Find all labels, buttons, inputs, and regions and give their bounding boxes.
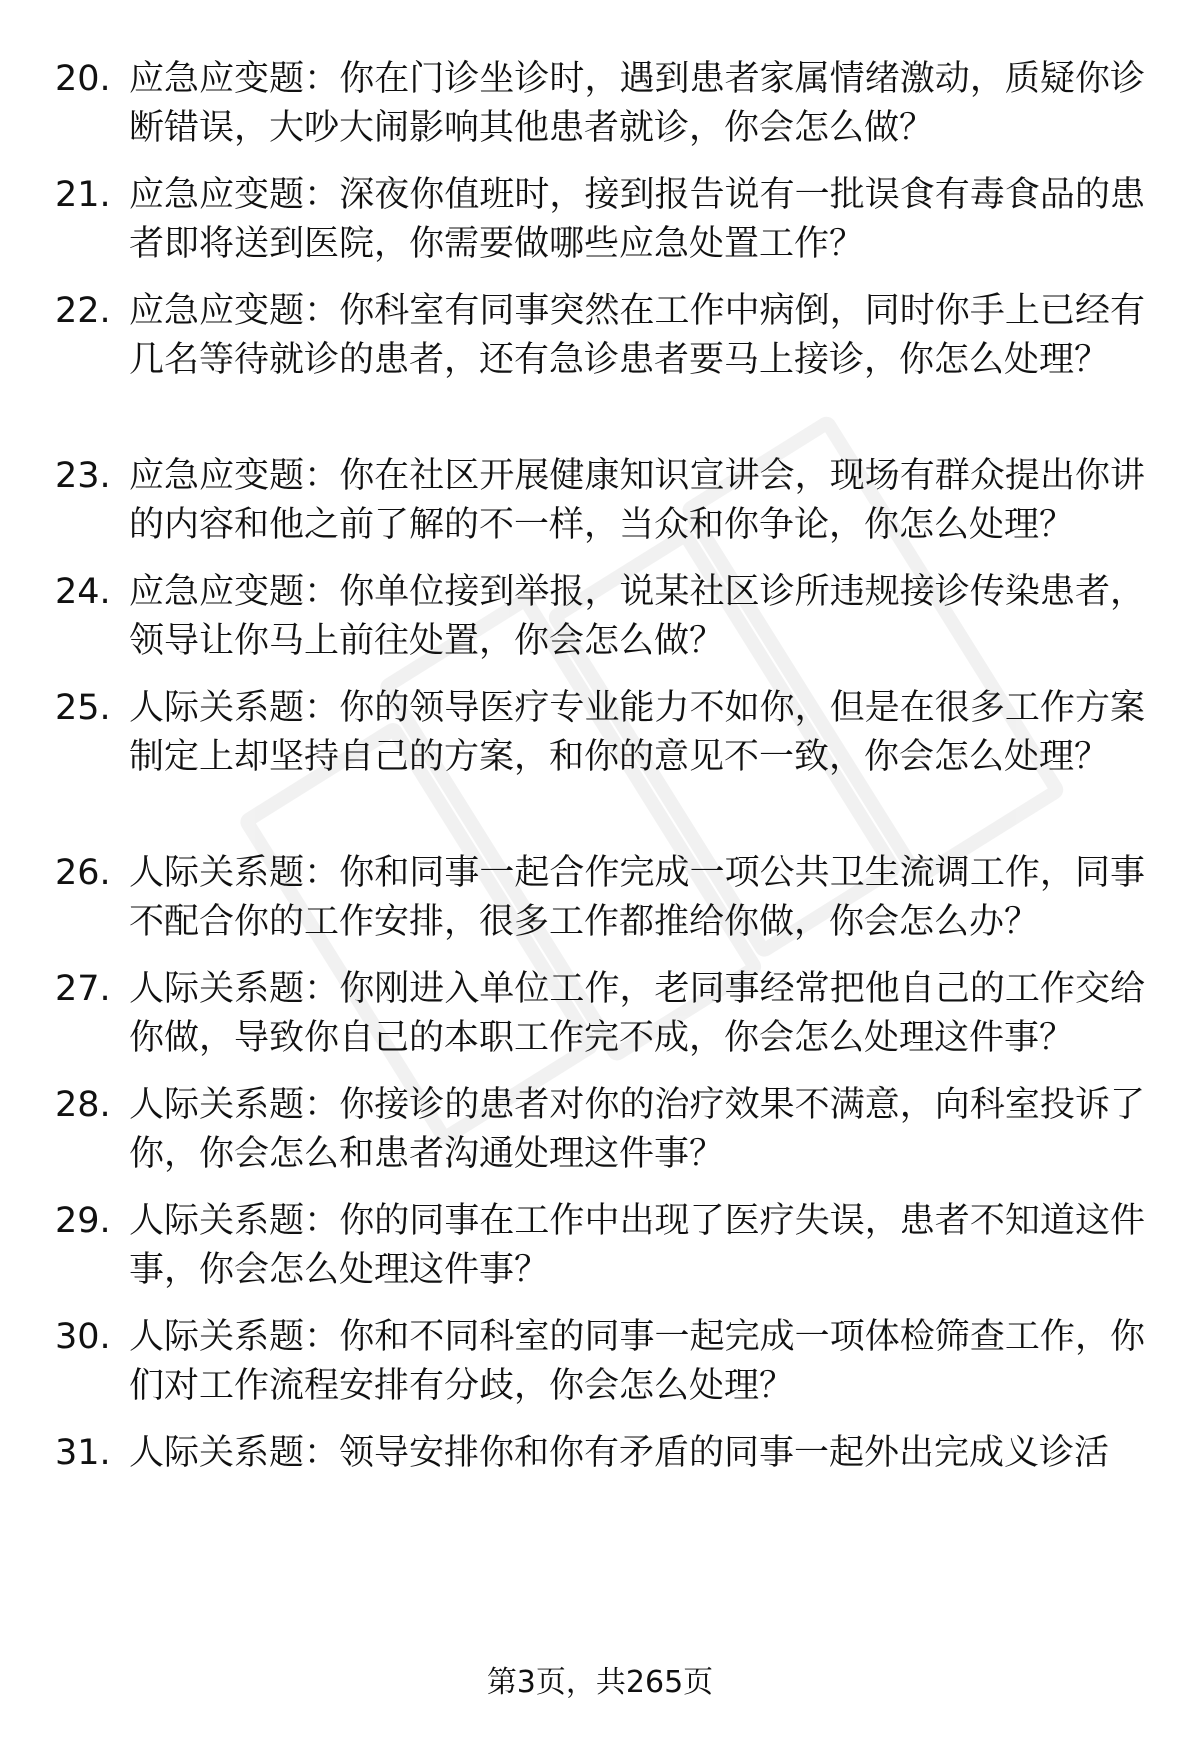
question-text: 人际关系题：你和不同科室的同事一起完成一项体检筛查工作，你们对工作流程安排有分歧，你会怎么处理？ <box>129 1317 1145 1406</box>
question-text: 人际关系题：你和同事一起合作完成一项公共卫生流调工作，同事不配合你的工作安排，很多工作都推给你做，你会怎么办？ <box>129 853 1145 942</box>
question-text: 人际关系题：领导安排你和你有矛盾的同事一起外出完成义诊活 <box>129 1433 1110 1473</box>
question-text: 应急应变题：你科室有同事突然在工作中病倒，同时你手上已经有几名等待就诊的患者，还有急诊患者要马上接诊，你怎么处理？ <box>129 291 1145 380</box>
question-number: 26. <box>55 853 111 893</box>
question-number: 22. <box>55 291 111 331</box>
question-text: 人际关系题：你的同事在工作中出现了医疗失误，患者不知道这件事，你会怎么处理这件事？ <box>129 1201 1145 1290</box>
question-text: 应急应变题：深夜你值班时，接到报告说有一批误食有毒食品的患者即将送到医院，你需要做哪些应急处置工作？ <box>129 175 1145 264</box>
question-number: 31. <box>55 1433 111 1473</box>
question-number: 20. <box>55 59 111 99</box>
question-number: 27. <box>55 969 111 1009</box>
question-number: 25. <box>55 688 111 728</box>
question-text: 应急应变题：你单位接到举报，说某社区诊所违规接诊传染患者，领导让你马上前往处置，你会怎么做？ <box>129 572 1145 661</box>
question-number: 30. <box>55 1317 111 1357</box>
question-number: 23. <box>55 456 111 496</box>
question-text: 人际关系题：你的领导医疗专业能力不如你，但是在很多工作方案制定上却坚持自己的方案，和你的意见不一致，你会怎么处理？ <box>129 688 1145 777</box>
question-text: 人际关系题：你接诊的患者对你的治疗效果不满意，向科室投诉了你，你会怎么和患者沟通处理这件事？ <box>129 1085 1145 1174</box>
question-text: 应急应变题：你在社区开展健康知识宣讲会，现场有群众提出你讲的内容和他之前了解的不一样，当众和你争论，你怎么处理？ <box>129 456 1145 545</box>
question-number: 28. <box>55 1085 111 1125</box>
question-number: 24. <box>55 572 111 612</box>
question-text: 人际关系题：你刚进入单位工作，老同事经常把他自己的工作交给你做，导致你自己的本职工作完不成，你会怎么处理这件事？ <box>129 969 1145 1058</box>
question-number: 21. <box>55 175 111 215</box>
question-text: 应急应变题：你在门诊坐诊时，遇到患者家属情绪激动，质疑你诊断错误，大吵大闹影响其他患者就诊，你会怎么做？ <box>129 59 1145 148</box>
page-indicator: 第3页，共265页 <box>486 1665 714 1700</box>
question-number: 29. <box>55 1201 111 1241</box>
